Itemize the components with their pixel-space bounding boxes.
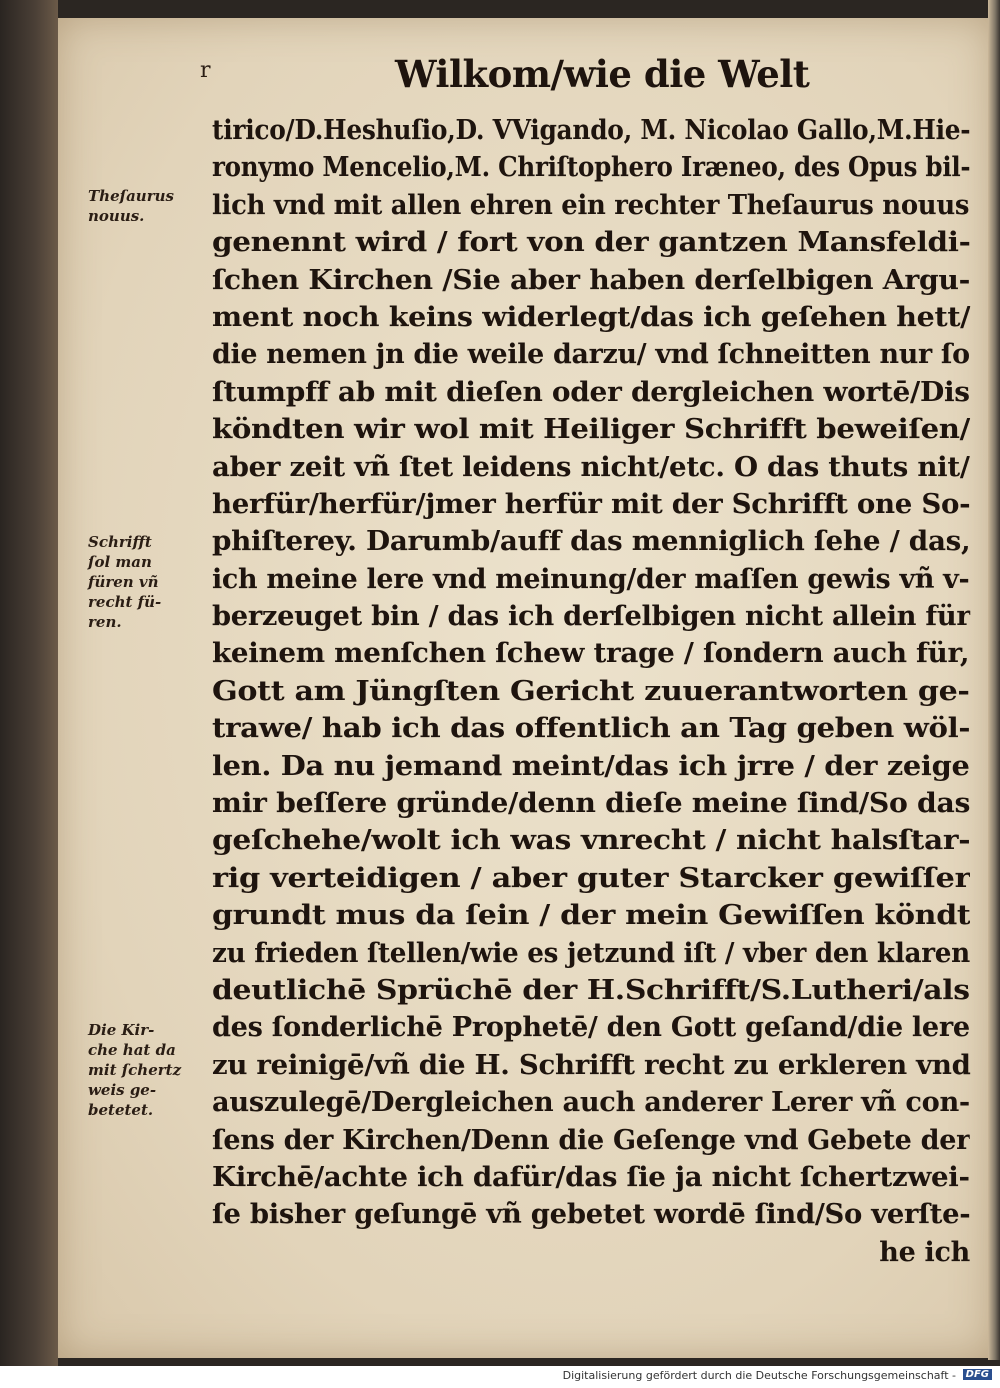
text-line: lich vnd mit allen ehren ein rechter Theſaurus nouus <box>212 189 970 221</box>
text-line: ronymo Mencelio,M. Chriſtophero Iræneo, des Opus bil- <box>212 152 971 184</box>
text-line: herfür/herfür/jmer herfür mit der Schrifft one So- <box>212 488 971 520</box>
text-line: ſchen Kirchen /Sie aber haben derſelbigen Argu- <box>212 264 971 296</box>
body-text <box>212 112 970 1271</box>
margin-note-line: Die Kir- <box>88 1021 155 1039</box>
text-line: auszulegē/Dergleichen auch anderer Lerer vñ con- <box>212 1087 970 1119</box>
margin-note-line: recht fü- <box>88 593 162 611</box>
text-line: len. Da nu jemand meint/das ich jrre / der zeige <box>212 750 970 782</box>
text-line: aber zeit vñ ſtet leidens nicht/etc. O das thuts nit/ <box>212 451 970 483</box>
text-line: ment noch keins widerlegt/das ich geſehen hett/ <box>212 301 971 333</box>
margin-note-line: che hat da <box>88 1041 176 1059</box>
margin-note-line: Schrifft <box>88 533 152 551</box>
margin-note-line: ren. <box>88 613 122 631</box>
text-line: zu reinigē/vñ die H. Schrifft recht zu erkleren vnd <box>212 1049 971 1081</box>
text-line: mir beſſere gründe/denn dieſe meine ſind/So das <box>212 788 971 820</box>
text-line: rig verteidigen / aber guter Starcker gewiſſer <box>212 862 971 894</box>
text-line: die nemen jn die weile darzu/ vnd ſchneitten nur ſo <box>212 339 970 371</box>
running-head: Wilkom/wie die Welt <box>395 52 810 96</box>
footer-credit: Digitalisierung gefördert durch die Deutsche Forschungsgemeinschaft - <box>562 1369 956 1382</box>
text-line: ſens der Kirchen/Denn die Geſenge vnd Gebete der <box>212 1124 970 1156</box>
margin-note-thesaurus <box>88 186 206 226</box>
margin-note-line: füren vñ <box>88 573 159 591</box>
text-line: geſchehe/wolt ich was vnrecht / nicht halsſtar- <box>212 825 970 857</box>
text-line: Kirchē/achte ich dafür/das ſie ja nicht ſchertzwei- <box>212 1161 970 1193</box>
text-line: zu frieden ſtellen/wie es jetzund iſt / vber den klaren <box>212 937 970 969</box>
margin-note-kirche <box>88 1020 206 1120</box>
text-line: genennt wird / fort von der gantzen Mansfeldi- <box>212 227 971 259</box>
text-line: ſtumpff ab mit dieſen oder dergleichen wortē/Dis <box>212 376 970 408</box>
text-line: trawe/ hab ich das offentlich an Tag geben wöl- <box>212 713 971 745</box>
margin-note-line: Theſaurus <box>88 187 174 205</box>
dfg-logo: DFG <box>963 1369 992 1380</box>
text-line: berzeuget bin / das ich derſelbigen nicht allein für <box>212 601 971 633</box>
text-line: phiſterey. Darumb/auff das menniglich ſehe / das, <box>212 526 971 558</box>
folio-mark: r <box>200 58 211 83</box>
catchword: he ich <box>879 1236 970 1268</box>
text-line: tirico/D.Heshuſio,D. VVigando, M. Nicolao Gallo,M.Hie- <box>212 115 970 146</box>
margin-note-line: nouus. <box>88 207 145 225</box>
page-edge <box>988 0 1000 1360</box>
margin-note-line: betetet. <box>88 1101 154 1119</box>
book-gutter <box>0 0 58 1388</box>
text-line: keinem menſchen ſchew trage / ſondern auch für, <box>212 638 970 670</box>
margin-note-line: weis ge- <box>88 1081 157 1099</box>
text-line: deutlichē Sprüchē der H.Schrifft/S.Lutheri/als <box>212 974 970 1006</box>
margin-note-line: mit ſchertz <box>88 1061 182 1079</box>
text-line: des ſonderlichē Prophetē/ den Gott geſand/die lere <box>212 1012 970 1044</box>
text-line: köndten wir wol mit Heiliger Schrifft beweiſen/ <box>212 414 971 446</box>
text-line: ich meine lere vnd meinung/der maſſen gewis vñ v- <box>212 563 970 595</box>
text-line: ſe bisher geſungē vñ gebetet wordē ſind/So verſte- <box>212 1199 970 1231</box>
text-line: grundt mus da ſein / der mein Gewiſſen köndt <box>212 900 970 932</box>
text-line: Gott am Jüngſten Gericht zuuerantworten ge- <box>212 675 970 707</box>
margin-note-schrifft <box>88 532 206 632</box>
margin-note-line: ſol man <box>88 553 152 571</box>
